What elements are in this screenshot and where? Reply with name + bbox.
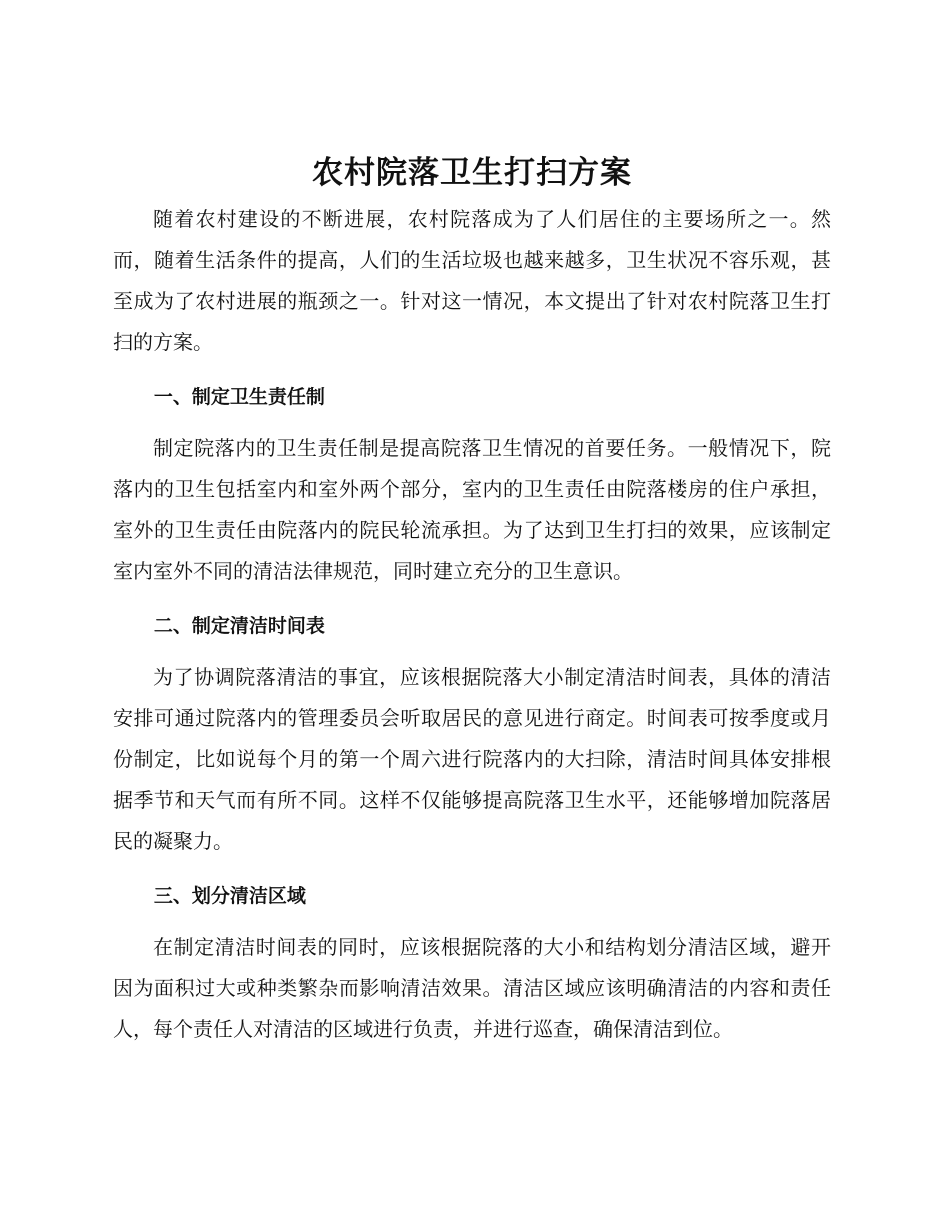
section-1 bbox=[113, 377, 831, 592]
intro-paragraph: 随着农村建设的不断进展，农村院落成为了人们居住的主要场所之一。然而，随着生活条件的提高，人们的生活垃圾也越来越多，卫生状况不容乐观，甚至成为了农村进展的瓶颈之一。针对这一情况，本文提出了针对农村院落卫生打扫的方案。 bbox=[113, 207, 831, 354]
section-heading: 三、划分清洁区域 bbox=[153, 885, 306, 907]
section-body: 制定院落内的卫生责任制是提高院落卫生情况的首要任务。一般情况下，院落内的卫生包括室内和室外两个部分，室内的卫生责任由院落楼房的住户承担，室外的卫生责任由院落内的院民轮流承担。为了达到卫生打扫的效果，应该制定室内室外不同的清洁法律规范，同时建立充分的卫生意识。 bbox=[113, 436, 831, 583]
document-page bbox=[113, 148, 831, 1050]
section-body: 为了协调院落清洁的事宜，应该根据院落大小制定清洁时间表，具体的清洁安排可通过院落内的管理委员会听取居民的意见进行商定。时间表可按季度或月份制定，比如说每个月的第一个周六进行院落内的大扫除，清洁时间具体安排根据季节和天气而有所不同。这样不仅能够提高院落卫生水平，还能够增加院落居民的凝聚力。 bbox=[113, 665, 831, 853]
section-heading: 一、制定卫生责任制 bbox=[153, 386, 325, 408]
section-3 bbox=[113, 876, 831, 1050]
section-body: 在制定清洁时间表的同时，应该根据院落的大小和结构划分清洁区域，避开因为面积过大或种类繁杂而影响清洁效果。清洁区域应该明确清洁的内容和责任人，每个责任人对清洁的区域进行负责，并进行巡查，确保清洁到位。 bbox=[113, 935, 831, 1041]
section-2 bbox=[113, 606, 831, 862]
section-heading: 二、制定清洁时间表 bbox=[153, 615, 325, 637]
document-title: 农村院落卫生打扫方案 bbox=[312, 155, 632, 191]
